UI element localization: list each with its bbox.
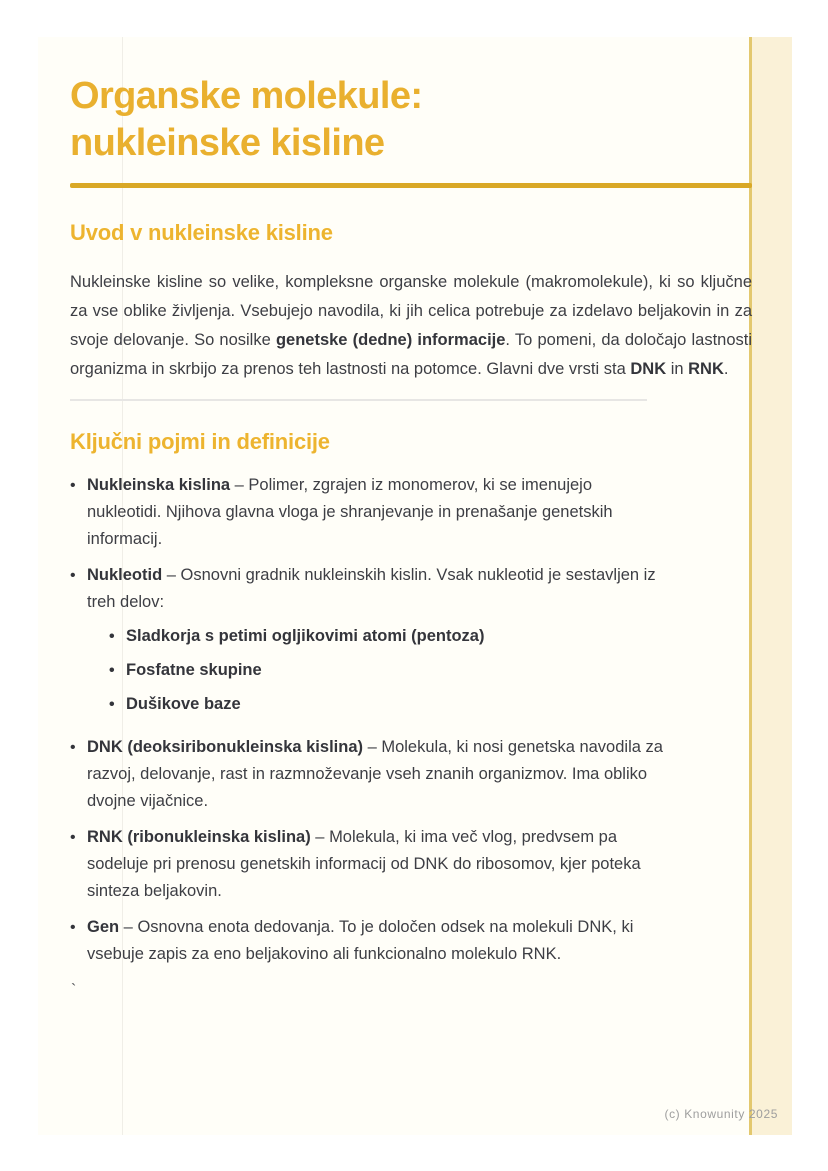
intro-text-segment: in bbox=[666, 360, 689, 378]
list-item-nukleinska-kislina bbox=[70, 472, 752, 553]
term-label: RNK (ribonukleinska kislina) bbox=[87, 828, 311, 846]
bullet-icon: • bbox=[70, 477, 76, 494]
list-item-body bbox=[87, 824, 665, 905]
sub-list-item-fosfat bbox=[109, 657, 665, 684]
page-title bbox=[70, 73, 752, 167]
list-item-body bbox=[87, 914, 665, 968]
intro-bold-rnk: RNK bbox=[688, 360, 724, 378]
sub-list-item-baze bbox=[109, 691, 665, 718]
term-definition: – Polimer, zgrajen iz monomerov, ki se imenujejo nukleotidi. Njihova glavna vloga je shranjevanje in prenašanje genetskih informacij. bbox=[87, 476, 613, 548]
bullet-icon: • bbox=[70, 739, 76, 756]
content-column bbox=[70, 37, 752, 977]
bullet-icon: • bbox=[70, 829, 76, 846]
document-page bbox=[38, 37, 792, 1135]
intro-text-segment: . bbox=[723, 360, 729, 378]
term-definition: – Molekula, ki ima več vlog, predvsem pa sodeluje pri prenosu genetskih informacij od DNK do ribosomov, kjer poteka sinteza beljakovin. bbox=[87, 828, 641, 900]
intro-text-segment: . To pomeni, da določajo lastnosti organizma in skrbijo za prenos teh lastnosti na potomce. Glavni dve vrsti sta bbox=[70, 331, 753, 378]
bullet-icon: • bbox=[109, 628, 115, 645]
key-terms-list bbox=[70, 472, 752, 968]
term-label: Gen bbox=[87, 918, 120, 936]
term-definition: – Molekula, ki nosi genetska navodila za razvoj, delovanje, rast in razmnoževanje vseh znanih organizmov. Ima obliko dvojne vijačnice. bbox=[87, 738, 663, 810]
list-item-nukleotid bbox=[70, 562, 752, 725]
nucleotide-parts-list bbox=[87, 623, 665, 718]
section-heading-intro: Uvod v nukleinske kisline bbox=[70, 220, 333, 245]
term-definition: – Osnovna enota dedovanja. To je določen odsek na molekuli DNK, ki vsebuje zapis za eno beljakovino ali funkcionalno molekulo RNK. bbox=[87, 918, 634, 963]
bullet-icon: • bbox=[109, 662, 115, 679]
list-item-body bbox=[87, 562, 665, 725]
intro-bold-dnk: DNK bbox=[630, 360, 667, 378]
term-label: Nukleotid bbox=[87, 566, 163, 584]
bullet-icon: • bbox=[70, 567, 76, 584]
bullet-icon: • bbox=[109, 696, 115, 713]
footer-credit: (c) Knowunity 2025 bbox=[664, 1107, 778, 1121]
title-rule bbox=[70, 183, 752, 188]
sub-item-label: Fosfatne skupine bbox=[126, 661, 262, 679]
section-divider bbox=[70, 399, 647, 401]
sub-item-label: Sladkorja s petimi ogljikovimi atomi (pentoza) bbox=[126, 627, 485, 645]
bullet-icon: • bbox=[70, 919, 76, 936]
term-label: Nukleinska kislina bbox=[87, 476, 231, 494]
list-item-dnk bbox=[70, 734, 752, 815]
section-heading-key-terms: Ključni pojmi in definicije bbox=[70, 429, 330, 454]
list-item-gen bbox=[70, 914, 752, 968]
page-title-line-1: Organske molekule: bbox=[70, 75, 423, 117]
sub-item-label: Dušikove baze bbox=[126, 695, 241, 713]
page-title-line-2: nukleinske kisline bbox=[70, 122, 385, 164]
intro-paragraph bbox=[70, 268, 752, 384]
list-item-rnk bbox=[70, 824, 752, 905]
sub-list-item-pentoza bbox=[109, 623, 665, 650]
intro-text-segment: Nukleinske kisline so velike, kompleksne organske molekule (makromolekule), ki so ključne za vse oblike življenja. Vsebujejo navodila, ki jih celica potrebuje za izdelavo beljakovin in za svoje delovanje. So nosilke bbox=[70, 273, 752, 349]
list-item-body bbox=[87, 734, 665, 815]
term-definition: – Osnovni gradnik nukleinskih kislin. Vsak nukleotid je sestavljen iz treh delov: bbox=[87, 566, 656, 611]
list-item-body bbox=[87, 472, 665, 553]
stray-backtick-mark: ` bbox=[71, 982, 77, 999]
term-label: DNK (deoksiribonukleinska kislina) bbox=[87, 738, 363, 756]
side-strip bbox=[752, 37, 792, 1135]
intro-bold-genetic-info: genetske (dedne) informacije bbox=[275, 331, 506, 349]
